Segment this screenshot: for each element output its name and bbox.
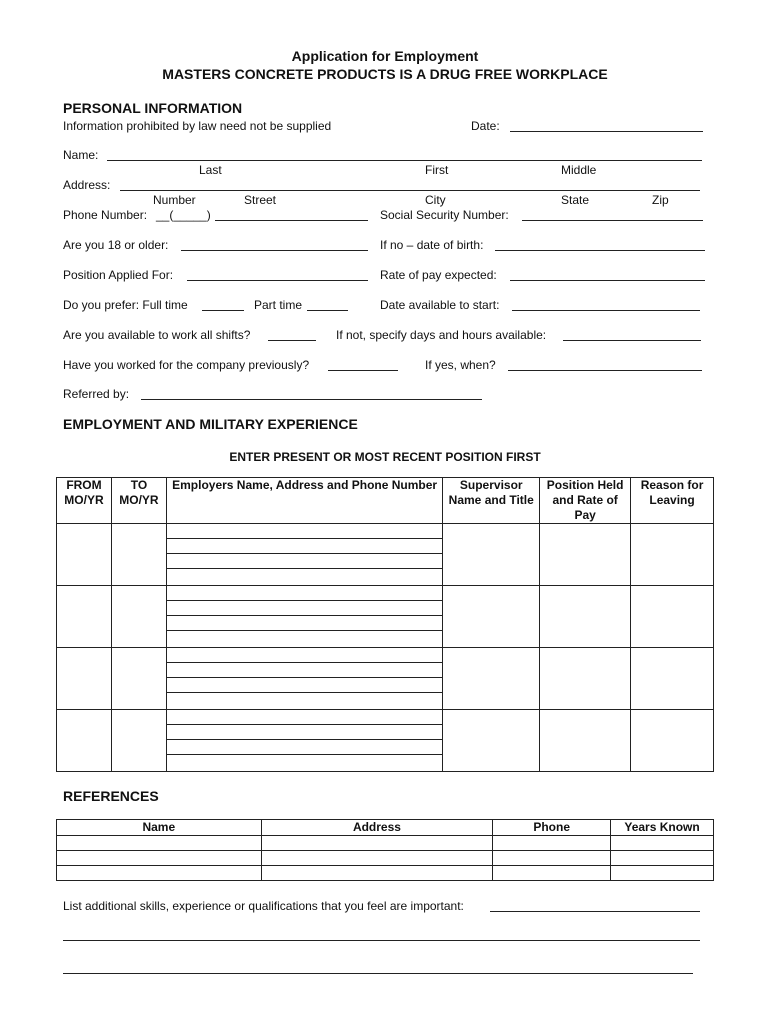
skills-field-3[interactable] [63,973,693,974]
available-date-field[interactable] [512,310,700,311]
position-applied-label: Position Applied For: [63,268,174,282]
referred-field[interactable] [141,399,482,400]
from-cell[interactable] [57,710,112,772]
employment-instruction: ENTER PRESENT OR MOST RECENT POSITION FIRST [229,450,541,464]
ref-years-cell[interactable] [611,866,714,881]
part-time-label: Part time [254,298,303,312]
from-cell[interactable] [57,648,112,710]
references-heading: REFERENCES [63,788,159,804]
employment-table [56,477,714,772]
ref-name-cell[interactable] [57,851,262,866]
col-to: TO MO/YR [111,478,166,524]
form-subtitle: MASTERS CONCRETE PRODUCTS IS A DRUG FREE WORKPLACE [162,66,608,82]
reference-row [57,851,714,866]
address-field[interactable] [120,190,700,191]
pay-expected-label: Rate of pay expected: [380,268,497,282]
to-cell[interactable] [111,648,166,710]
from-cell[interactable] [57,586,112,648]
pay-expected-field[interactable] [510,280,705,281]
full-time-label: Do you prefer: Full time [63,298,188,312]
position-cell[interactable] [540,524,631,586]
name-middle-label: Middle [561,163,597,177]
ref-name-cell[interactable] [57,866,262,881]
prohibited-note: Information prohibited by law need not be supplied [63,119,332,133]
part-time-field[interactable] [307,310,348,311]
supervisor-cell[interactable] [443,524,540,586]
name-last-label: Last [199,163,222,177]
address-street-label: Street [244,193,277,207]
hours-available-field[interactable] [563,340,701,341]
shifts-label: Are you available to work all shifts? [63,328,251,342]
to-cell[interactable] [111,524,166,586]
ref-name-cell[interactable] [57,836,262,851]
address-state-label: State [561,193,590,207]
supervisor-cell[interactable] [443,710,540,772]
employer-cell[interactable] [166,710,442,772]
employment-row [57,710,714,772]
ref-phone-cell[interactable] [493,851,611,866]
worked-previously-field[interactable] [328,370,398,371]
employer-cell[interactable] [166,524,442,586]
skills-field-1[interactable] [490,911,700,912]
phone-format: __(_____) [156,208,211,222]
to-cell[interactable] [111,586,166,648]
ref-col-phone: Phone [493,820,611,836]
position-cell[interactable] [540,586,631,648]
employer-cell[interactable] [166,648,442,710]
position-cell[interactable] [540,710,631,772]
reason-cell[interactable] [631,648,714,710]
col-supervisor: Supervisor Name and Title [443,478,540,524]
when-field[interactable] [508,370,702,371]
reference-row [57,866,714,881]
reason-cell[interactable] [631,710,714,772]
personal-info-heading: PERSONAL INFORMATION [63,100,243,116]
employment-row [57,648,714,710]
employer-cell[interactable] [166,586,442,648]
address-number-label: Number [153,193,196,207]
to-cell[interactable] [111,710,166,772]
date-field[interactable] [510,131,703,132]
ref-address-cell[interactable] [261,851,493,866]
skills-label: List additional skills, experience or qualifications that you feel are important: [63,899,464,913]
ref-phone-cell[interactable] [493,866,611,881]
ssn-field[interactable] [522,220,703,221]
ref-address-cell[interactable] [261,836,493,851]
employment-heading: EMPLOYMENT AND MILITARY EXPERIENCE [63,416,358,432]
references-table [56,819,714,881]
available-date-label: Date available to start: [380,298,500,312]
ref-years-cell[interactable] [611,836,714,851]
ref-col-years: Years Known [611,820,714,836]
col-employer: Employers Name, Address and Phone Number [166,478,442,524]
date-label: Date: [471,119,500,133]
reason-cell[interactable] [631,586,714,648]
address-label: Address: [63,178,111,192]
when-label: If yes, when? [425,358,496,372]
reason-cell[interactable] [631,524,714,586]
col-from: FROM MO/YR [57,478,112,524]
dob-label: If no – date of birth: [380,238,484,252]
age-field[interactable] [181,250,368,251]
phone-label: Phone Number: [63,208,148,222]
col-position: Position Held and Rate of Pay [540,478,631,524]
shifts-field[interactable] [268,340,316,341]
ref-col-address: Address [261,820,493,836]
col-reason: Reason for Leaving [631,478,714,524]
ref-address-cell[interactable] [261,866,493,881]
name-first-label: First [425,163,449,177]
ref-col-name: Name [57,820,262,836]
name-field[interactable] [107,160,702,161]
worked-previously-label: Have you worked for the company previously? [63,358,310,372]
position-cell[interactable] [540,648,631,710]
full-time-field[interactable] [202,310,244,311]
hours-available-label: If not, specify days and hours available: [336,328,547,342]
address-city-label: City [425,193,446,207]
ssn-label: Social Security Number: [380,208,509,222]
form-title: Application for Employment [291,48,479,64]
referred-label: Referred by: [63,387,130,401]
from-cell[interactable] [57,524,112,586]
address-zip-label: Zip [652,193,669,207]
phone-field[interactable] [215,220,368,221]
dob-field[interactable] [495,250,705,251]
position-applied-field[interactable] [187,280,368,281]
employment-row [57,524,714,586]
employment-row [57,586,714,648]
name-label: Name: [63,148,99,162]
supervisor-cell[interactable] [443,648,540,710]
age-label: Are you 18 or older: [63,238,169,252]
supervisor-cell[interactable] [443,586,540,648]
skills-field-2[interactable] [63,940,700,941]
reference-row [57,836,714,851]
ref-years-cell[interactable] [611,851,714,866]
ref-phone-cell[interactable] [493,836,611,851]
